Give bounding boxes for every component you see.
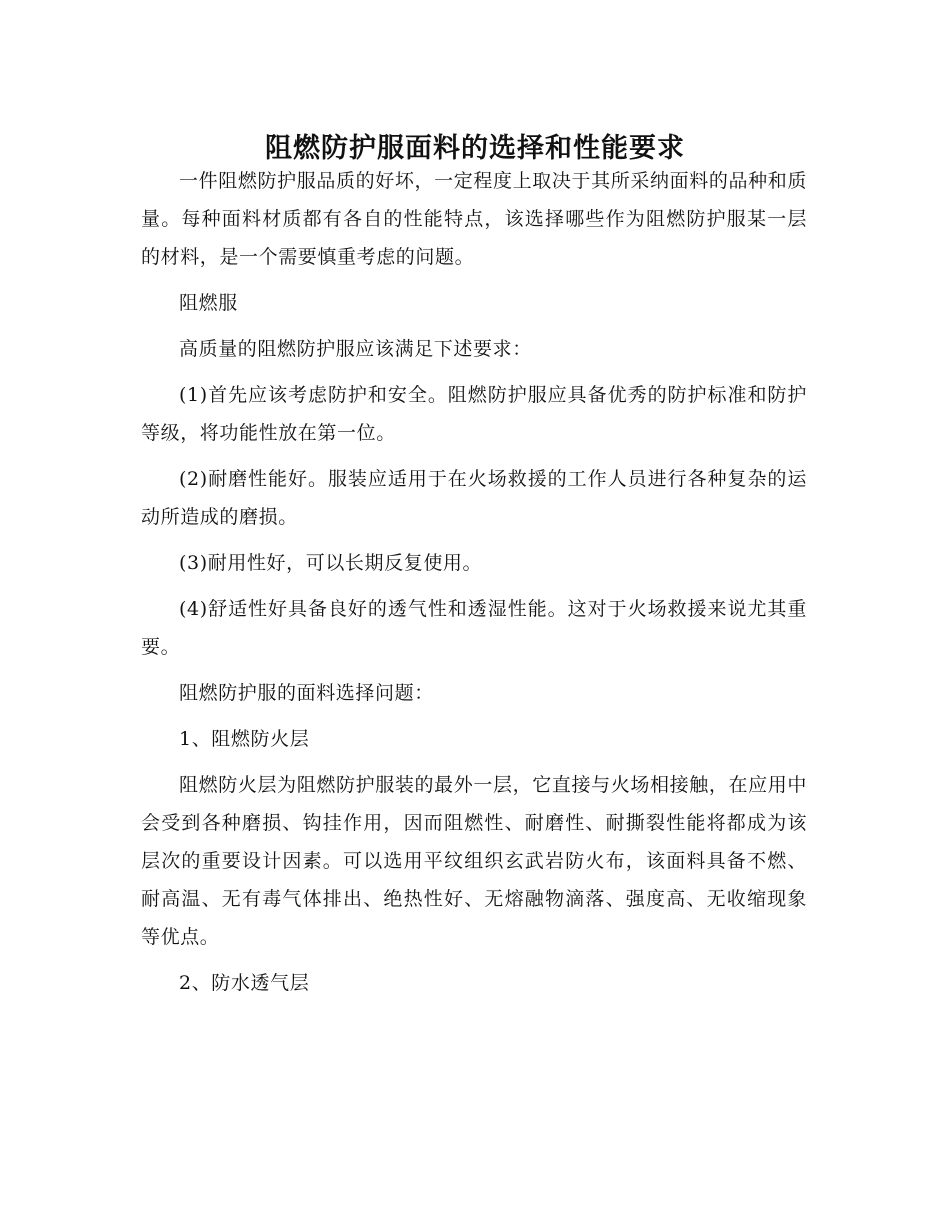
fabric-selection-intro: 阻燃防护服的面料选择问题： [179, 682, 434, 704]
intro-paragraph: 一件阻燃防护服品质的好坏，一定程度上取决于其所采纳面料的品种和质量。每种面料材质都有各自的性能特点，该选择哪些作为阻燃防护服某一层的材料，是一个需要慎重考虑的问题。 [141, 170, 807, 268]
section-heading-fire-suit: 阻燃服 [179, 292, 238, 314]
layer-heading-2: 2、防水透气层 [179, 972, 310, 994]
document-body [141, 162, 807, 1002]
requirement-item-2: (2)耐磨性能好。服装应适用于在火场救援的工作人员进行各种复杂的运动所造成的磨损。 [141, 468, 807, 528]
requirement-item-3: (3)耐用性好，可以长期反复使用。 [179, 552, 483, 574]
layer-1-description: 阻燃防火层为阻燃防护服装的最外一层，它直接与火场相接触，在应用中会受到各种磨损、钩挂作用，因而阻燃性、耐磨性、耐撕裂性能将都成为该层次的重要设计因素。可以选用平纹组织玄武岩防火布，该面料具备不燃、耐高温、无有毒气体排出、绝热性好、无熔融物滴落、强度高、无收缩现象等优点。 [141, 774, 807, 948]
requirement-item-4: (4)舒适性好具备良好的透气性和透湿性能。这对于火场救援来说尤其重要。 [141, 598, 807, 658]
document-title: 阻燃防护服面料的选择和性能要求 [265, 133, 685, 165]
layer-heading-1: 1、阻燃防火层 [179, 728, 310, 750]
requirement-item-1: (1)首先应该考虑防护和安全。阻燃防护服应具备优秀的防护标准和防护等级，将功能性放在第一位。 [141, 384, 807, 444]
requirements-intro: 高质量的阻燃防护服应该满足下述要求： [179, 338, 532, 360]
